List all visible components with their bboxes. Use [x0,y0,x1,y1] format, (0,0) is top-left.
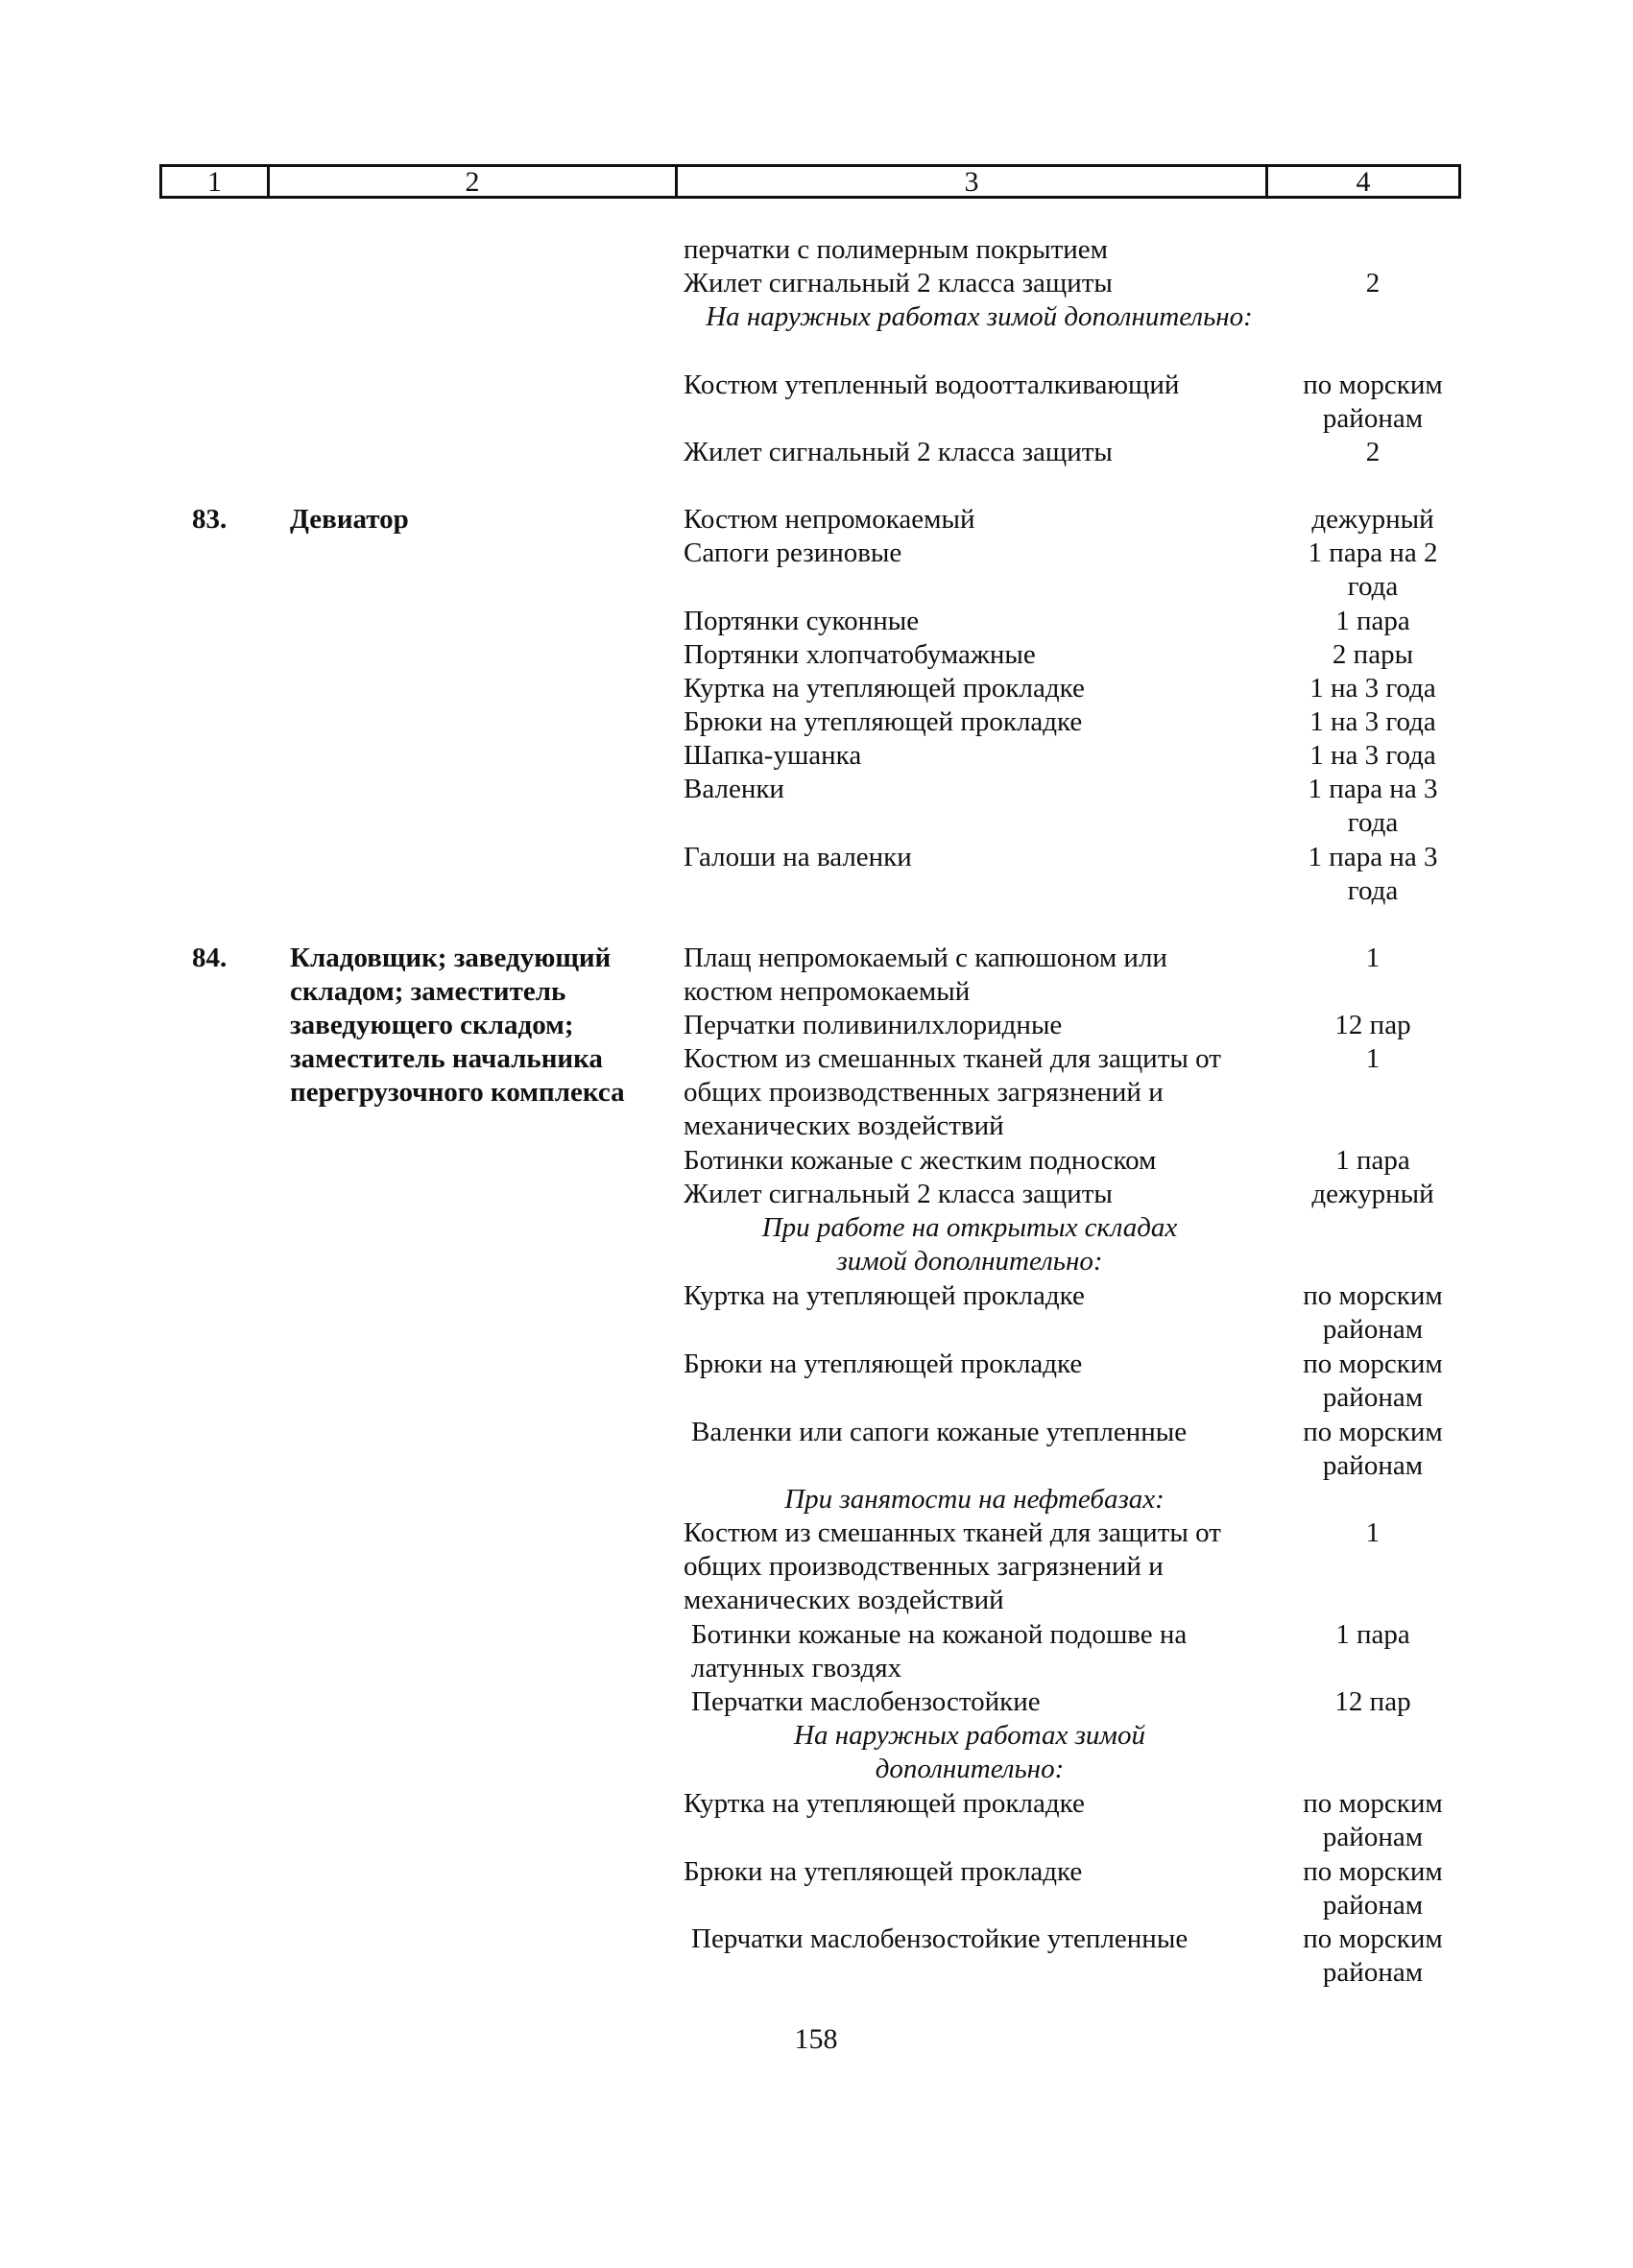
column-3-number: 3 [678,167,1268,196]
item-quantity: 1 [1365,1043,1381,1074]
item-name: Галоши на валенки [684,842,912,872]
entry-number: 83. [192,504,228,535]
item-quantity: по морским районам [1303,1417,1443,1481]
item-quantity: 2 [1365,268,1381,298]
item-name: Ботинки кожаные с жестким подноском [684,1145,1157,1176]
item-quantity: по морским районам [1303,370,1443,434]
item-quantity: 1 на 3 года [1309,740,1436,771]
item-name: Костюм из смешанных тканей для защиты от общих производственных загрязнений и механических воздействий [684,1043,1221,1141]
section-subheading: На наружных работах зимой дополнительно: [794,1720,1145,1784]
item-quantity: по морским районам [1303,1349,1443,1413]
item-quantity: 2 пары [1332,639,1414,670]
item-name: Куртка на утепляющей прокладке [684,1788,1085,1819]
item-name: перчатки с полимерным покрытием [684,234,1108,265]
item-name: Портянки хлопчатобумажные [684,639,1036,670]
item-name: Шапка-ушанка [684,740,862,771]
item-quantity: 1 пара [1335,1145,1410,1176]
item-name: Жилет сигнальный 2 класса защиты [684,1179,1113,1209]
position-title: Кладовщик; заведующий складом; заместитель заведующего складом; заместитель начальника перегрузочного комплекса [290,943,625,1108]
item-name: Валенки или сапоги кожаные утепленные [691,1417,1188,1447]
section-subheading: При работе на открытых складах зимой дополнительно: [761,1212,1178,1277]
item-quantity: по морским районам [1303,1280,1443,1345]
item-name: Сапоги резиновые [684,537,902,568]
item-quantity: 1 пара на 3 года [1308,774,1438,838]
item-name: Валенки [684,774,784,804]
item-name: Костюм из смешанных тканей для защиты от общих производственных загрязнений и механических воздействий [684,1517,1221,1615]
item-quantity: по морским районам [1303,1923,1443,1988]
item-name: Портянки суконные [684,606,920,636]
item-name: Костюм непромокаемый [684,504,975,535]
item-quantity: 1 пара на 3 года [1308,842,1438,906]
item-quantity: 1 пара на 2 года [1308,537,1438,602]
item-name: Куртка на утепляющей прокладке [684,673,1085,704]
item-quantity: 1 пара [1335,1619,1410,1650]
item-quantity: по морским районам [1303,1788,1443,1852]
item-quantity: 2 [1365,437,1381,467]
item-name: Костюм утепленный водоотталкивающий [684,370,1180,400]
item-quantity: 1 на 3 года [1309,706,1436,737]
item-name: Жилет сигнальный 2 класса защиты [684,268,1113,298]
item-name: Брюки на утепляющей прокладке [684,1856,1083,1887]
column-4-number: 4 [1356,166,1371,198]
item-quantity: дежурный [1311,504,1434,535]
section-subheading: На наружных работах зимой дополнительно: [706,301,1253,332]
item-quantity: 1 на 3 года [1309,673,1436,704]
column-2-number: 2 [270,167,678,196]
column-1-number: 1 [162,167,270,196]
item-name: Куртка на утепляющей прокладке [684,1280,1085,1311]
item-quantity: 12 пар [1334,1686,1411,1717]
item-name: Перчатки маслобензостойкие утепленные [691,1923,1189,1954]
item-quantity: 1 пара [1335,606,1410,636]
entry-number: 84. [192,943,228,973]
item-name: Жилет сигнальный 2 класса защиты [684,437,1113,467]
item-name: Перчатки поливинилхлоридные [684,1010,1063,1040]
item-name: Брюки на утепляющей прокладке [684,706,1083,737]
item-quantity: по морским районам [1303,1856,1443,1921]
position-title: Девиатор [290,504,409,535]
item-quantity: 1 [1365,943,1381,973]
item-name: Плащ непромокаемый с капюшоном или костюм непромокаемый [684,943,1167,1007]
item-name: Ботинки кожаные на кожаной подошве на латунных гвоздях [691,1619,1188,1683]
item-quantity: 12 пар [1334,1010,1411,1040]
item-name: Перчатки маслобензостойкие [691,1686,1041,1717]
item-name: Брюки на утепляющей прокладке [684,1349,1083,1379]
item-quantity: 1 [1365,1517,1381,1548]
page-number: 158 [794,2023,838,2055]
item-quantity: дежурный [1311,1179,1434,1209]
column-number-header [159,164,1461,199]
section-subheading: При занятости на нефтебазах: [784,1484,1165,1515]
